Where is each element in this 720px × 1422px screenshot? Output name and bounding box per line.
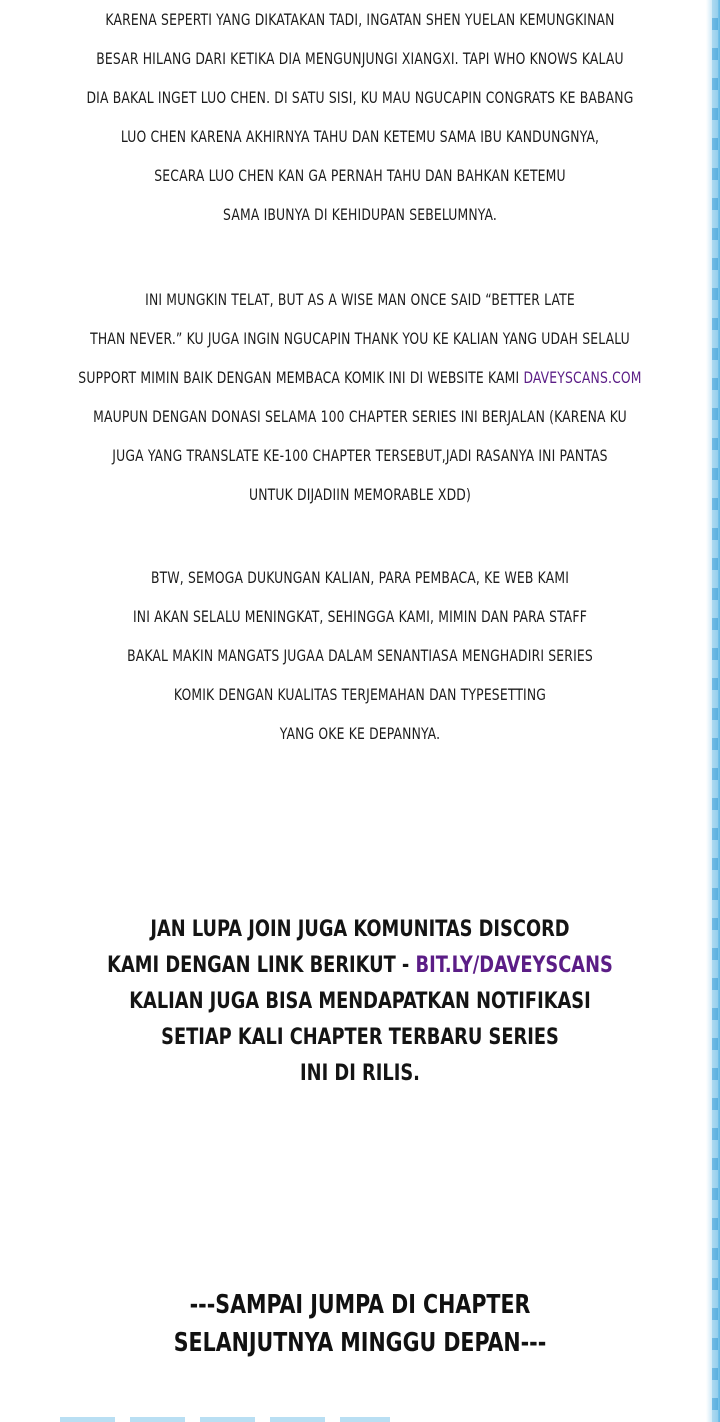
closing-message (43, 1286, 677, 1362)
text-line: SAMA IBUNYA DI KEHIDUPAN SEBELUMNYA. (223, 205, 497, 224)
text-line: BTW, SEMOGA DUKUNGAN KALIAN, PARA PEMBACA, KE WEB KAMI (150, 568, 570, 587)
text-line: INI AKAN SELALU MENINGKAT, SEHINGGA KAMI, MIMIN DAN PARA STAFF (132, 607, 588, 626)
text-segment: KAMI DENGAN LINK BERIKUT - (107, 953, 416, 978)
website-link[interactable]: DAVEYSCANS.COM (523, 368, 642, 387)
text-line: KARENA SEPERTI YANG DIKATAKAN TADI, INGATAN SHEN YUELAN KEMUNGKINAN (105, 10, 615, 29)
paragraph-memory (50, 0, 669, 234)
text-line: MAUPUN DENGAN DONASI SELAMA 100 CHAPTER SERIES INI BERJALAN (KARENA KU (93, 407, 627, 426)
discord-invite (36, 912, 684, 1092)
text-line: ---SAMPAI JUMPA DI CHAPTER (189, 1290, 531, 1320)
text-line: JAN LUPA JOIN JUGA KOMUNITAS DISCORD (150, 917, 570, 942)
text-line: SECARA LUO CHEN KAN GA PERNAH TAHU DAN BAHKAN KETEMU (154, 166, 566, 185)
text-line: INI MUNGKIN TELAT, BUT AS A WISE MAN ONCE SAID “BETTER LATE (145, 290, 575, 309)
text-line: YANG OKE KE DEPANNYA. (279, 724, 441, 743)
decorative-edge-lines (712, 0, 718, 1422)
text-line: THAN NEVER.” KU JUGA INGIN NGUCAPIN THANK YOU KE KALIAN YANG UDAH SELALU (90, 329, 630, 348)
text-line: KOMIK DENGAN KUALITAS TERJEMAHAN DAN TYPESETTING (173, 685, 547, 704)
paragraph-thanks (50, 280, 669, 514)
text-line: BAKAL MAKIN MANGATS JUGAA DALAM SENANTIASA MENGHADIRI SERIES (127, 646, 593, 665)
text-line: SETIAP KALI CHAPTER TERBARU SERIES (161, 1025, 559, 1050)
text-line: LUO CHEN KARENA AKHIRNYA TAHU DAN KETEMU SAMA IBU KANDUNGNYA, (120, 127, 600, 146)
text-line: SELANJUTNYA MINGGU DEPAN--- (173, 1328, 547, 1358)
decorative-bottom-marks (60, 1417, 390, 1422)
text-segment: SUPPORT MIMIN BAIK DENGAN MEMBACA KOMIK INI DI WEBSITE KAMI (78, 368, 524, 387)
text-line: UNTUK DIJADIIN MEMORABLE XDD) (248, 485, 472, 504)
text-line (36, 948, 684, 984)
text-line (50, 358, 669, 397)
text-line: INI DI RILIS. (300, 1061, 420, 1086)
text-line: DIA BAKAL INGET LUO CHEN. DI SATU SISI, KU MAU NGUCAPIN CONGRATS KE BABANG (86, 88, 634, 107)
text-line: KALIAN JUGA BISA MENDAPATKAN NOTIFIKASI (129, 989, 591, 1014)
text-line: BESAR HILANG DARI KETIKA DIA MENGUNJUNGI XIANGXI. TAPI WHO KNOWS KALAU (96, 49, 624, 68)
discord-link[interactable]: BIT.LY/DAVEYSCANS (415, 953, 613, 978)
paragraph-support (50, 558, 669, 753)
text-line: JUGA YANG TRANSLATE KE-100 CHAPTER TERSEBUT,JADI RASANYA INI PANTAS (112, 446, 608, 465)
